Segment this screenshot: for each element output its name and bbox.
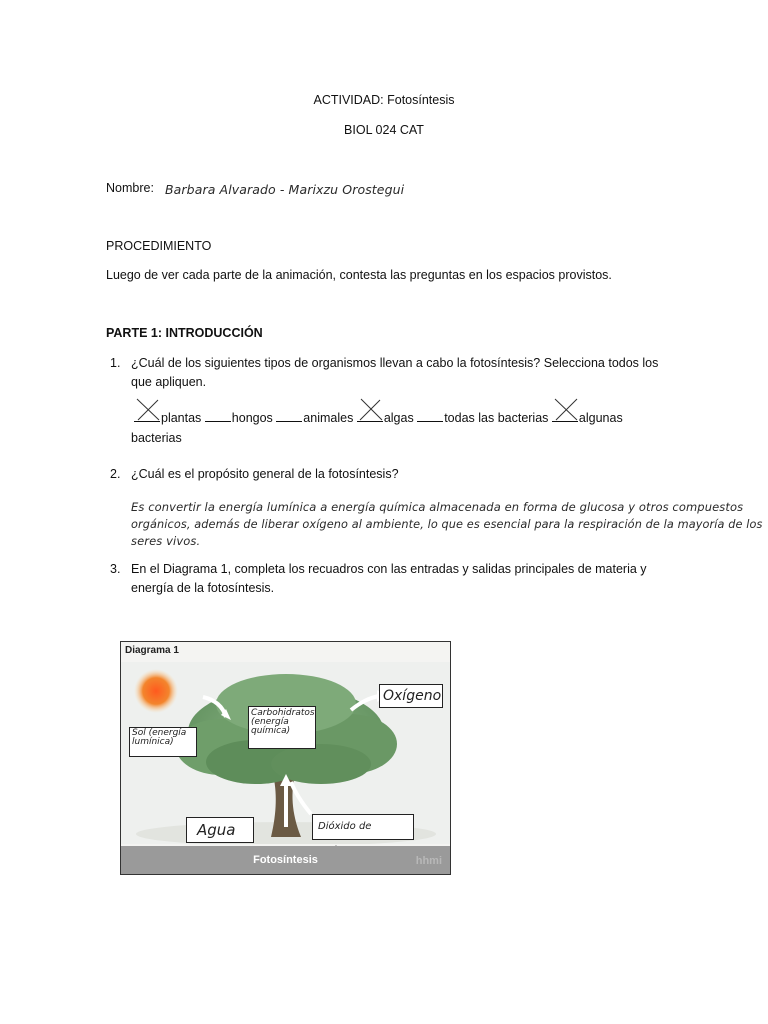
box-carbohidratos[interactable]: Carbohidratos (energía química) bbox=[248, 706, 316, 749]
box-agua[interactable]: Agua bbox=[186, 817, 254, 843]
name-value: Barbara Alvarado - Marixzu Orostegui bbox=[165, 182, 405, 197]
q2-number: 2. bbox=[110, 467, 121, 481]
box-oxigeno[interactable]: Oxígeno bbox=[379, 684, 443, 708]
q3-text-line1: En el Diagrama 1, completa los recuadros con las entradas y salidas principales de materia y bbox=[131, 562, 647, 576]
option-todas-bacterias: todas las bacterias bbox=[444, 411, 549, 425]
name-label: Nombre: bbox=[106, 181, 154, 195]
option-algas: algas bbox=[383, 411, 414, 425]
q1-text-line1: ¿Cuál de los siguientes tipos de organismos llevan a cabo la fotosíntesis? Selecciona todos los bbox=[131, 356, 659, 370]
x-mark-icon bbox=[135, 398, 161, 422]
checkbox-hongos[interactable] bbox=[205, 410, 231, 422]
option-plantas: plantas bbox=[161, 411, 202, 425]
diagram-footer: Fotosíntesis bbox=[121, 846, 450, 874]
q3-number: 3. bbox=[110, 562, 121, 576]
option-bacterias-continued: bacterias bbox=[131, 431, 182, 445]
q1-number: 1. bbox=[110, 356, 121, 370]
q3-text-line2: energía de la fotosíntesis. bbox=[131, 581, 275, 595]
option-algunas: algunas bbox=[578, 411, 623, 425]
activity-title: ACTIVIDAD: Fotosíntesis bbox=[313, 93, 455, 107]
checkbox-algas[interactable] bbox=[357, 410, 383, 422]
option-hongos: hongos bbox=[231, 411, 273, 425]
checkbox-todas-bacterias[interactable] bbox=[417, 410, 443, 422]
part1-heading: PARTE 1: INTRODUCCIÓN bbox=[106, 326, 263, 340]
x-mark-icon bbox=[553, 398, 579, 422]
sun-icon bbox=[134, 669, 178, 713]
x-mark-icon bbox=[358, 398, 384, 422]
option-animales: animales bbox=[303, 411, 354, 425]
q2-text: ¿Cuál es el propósito general de la fotosíntesis? bbox=[131, 467, 399, 481]
checkbox-algunas-bacterias[interactable] bbox=[552, 410, 578, 422]
hhmi-watermark: hhmi bbox=[415, 855, 442, 867]
q1-text-line2: que apliquen. bbox=[131, 375, 207, 389]
checkbox-plantas[interactable] bbox=[134, 410, 160, 422]
q1-options-row bbox=[134, 410, 623, 426]
q2-answer-line2: orgánicos, además de liberar oxígeno al ambiente, lo que es esencial para la respiración de la mayoría de los bbox=[131, 518, 763, 531]
box-dioxido-carbono[interactable]: Dióxido de bbox=[312, 814, 414, 840]
checkbox-animales[interactable] bbox=[276, 410, 302, 422]
q2-answer-line3: seres vivos. bbox=[131, 534, 201, 548]
diagram-1 bbox=[120, 641, 451, 875]
q2-answer-line1: Es convertir la energía lumínica a energía química almacenada en forma de glucosa y otros compuestos bbox=[131, 500, 744, 514]
course-code: BIOL 024 CAT bbox=[344, 123, 424, 137]
diagram-title: Diagrama 1 bbox=[125, 645, 179, 656]
box-sol[interactable]: Sol (energía lumínica) bbox=[129, 727, 197, 757]
procedure-heading: PROCEDIMIENTO bbox=[106, 239, 212, 253]
procedure-text: Luego de ver cada parte de la animación, contesta las preguntas en los espacios provistos. bbox=[106, 268, 612, 282]
